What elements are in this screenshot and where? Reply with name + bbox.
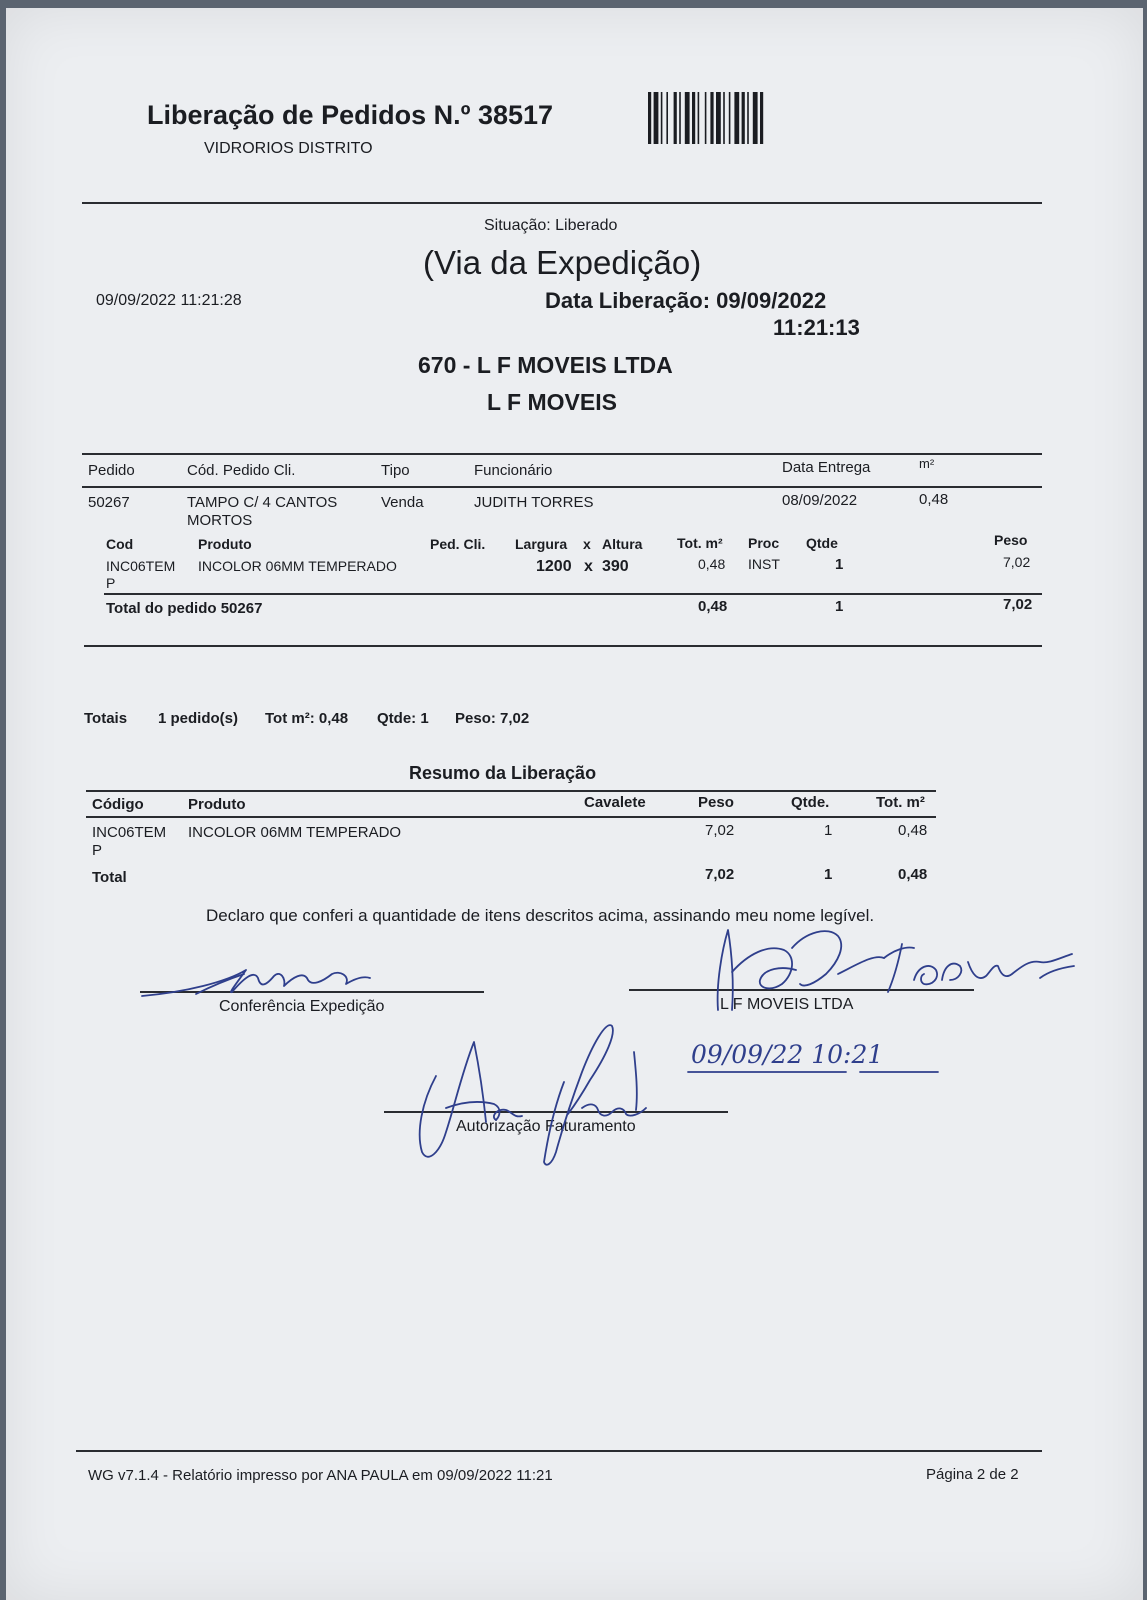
item-width: 1200 [536, 558, 572, 575]
totals-m2: Tot m²: 0,48 [265, 710, 349, 727]
item-height: 390 [602, 558, 629, 575]
client-order-code-cont: MORTOS [187, 512, 253, 529]
summary-header-codigo: Código [92, 796, 144, 813]
handwritten-date-underline [686, 1068, 946, 1076]
release-time: 11:21:13 [773, 315, 860, 340]
col-header-pedido: Pedido [88, 462, 135, 479]
barcode [648, 92, 823, 144]
col-header-tipo: Tipo [381, 462, 410, 479]
order-type: Venda [381, 494, 424, 511]
printed-timestamp: 09/09/2022 11:21:28 [96, 292, 242, 309]
item-header-tot-m2: Tot. m² [677, 535, 723, 551]
item-quantity: 1 [835, 556, 844, 573]
summary-row-product: INCOLOR 06MM TEMPERADO [188, 824, 402, 841]
summary-header-peso: Peso [698, 794, 734, 811]
report-title: Liberação de Pedidos N.º 38517 [147, 100, 554, 130]
copy-type: (Via da Expedição) [423, 244, 702, 281]
col-header-m2: m² [919, 456, 935, 471]
col-header-data-entrega: Data Entrega [782, 459, 871, 476]
col-header-funcionario: Funcionário [474, 462, 553, 479]
handwritten-signature-autorizacao [406, 1012, 666, 1182]
order-table-top-rule [82, 453, 1042, 455]
col-header-cod-cli: Cód. Pedido Cli. [187, 462, 296, 479]
summary-row-code-cont: P [92, 842, 103, 859]
item-header-produto: Produto [198, 536, 252, 552]
summary-header-qtde: Qtde. [791, 794, 830, 811]
employee-name: JUDITH TORRES [474, 494, 594, 511]
order-total-label: Total do pedido 50267 [106, 600, 263, 617]
printed-report-page [6, 8, 1143, 1600]
summary-header-produto: Produto [188, 796, 246, 813]
item-header-proc: Proc [748, 535, 780, 551]
totals-qtde: Qtde: 1 [377, 710, 429, 727]
item-code: INC06TEM [106, 558, 176, 574]
client-order-code: TAMPO C/ 4 CANTOS [187, 494, 338, 511]
item-code-cont: P [106, 575, 116, 591]
delivery-date: 08/09/2022 [782, 492, 858, 509]
item-header-cod: Cod [106, 536, 134, 552]
order-number: 50267 [88, 494, 130, 511]
header-divider [82, 202, 1042, 204]
item-weight: 7,02 [1003, 554, 1031, 570]
summary-top-rule [86, 790, 936, 792]
client-code-name: 670 - L F MOVEIS LTDA [418, 352, 673, 378]
summary-header-tot-m2: Tot. m² [876, 794, 925, 811]
summary-total-qtde: 1 [824, 866, 833, 883]
item-header-largura: Largura [515, 536, 568, 552]
status-text: Situação: Liberado [484, 217, 618, 234]
client-trade-name: L F MOVEIS [487, 389, 617, 415]
totals-label: Totais [84, 710, 128, 727]
summary-total-weight: 7,02 [705, 866, 735, 883]
order-table-header-rule [82, 486, 1042, 488]
summary-row-code: INC06TEM [92, 824, 167, 841]
item-process: INST [748, 556, 780, 572]
item-header-peso: Peso [994, 532, 1028, 548]
item-product: INCOLOR 06MM TEMPERADO [198, 558, 397, 574]
handwritten-signature-client [688, 914, 1088, 1024]
summary-total-m2: 0,48 [898, 866, 928, 883]
totals-weight: Peso: 7,02 [455, 710, 530, 727]
declaration-text: Declaro que conferi a quantidade de itens descritos acima, assinando meu nome legível. [206, 906, 875, 925]
summary-title: Resumo da Liberação [409, 763, 597, 783]
order-m2: 0,48 [919, 491, 949, 508]
order-total-weight: 7,02 [1003, 596, 1033, 613]
order-table-bottom-rule [84, 645, 1042, 647]
item-header-qtde: Qtde [806, 535, 838, 551]
footer-rule [76, 1450, 1042, 1452]
order-total-rule [104, 593, 1042, 595]
item-total-m2: 0,48 [698, 556, 726, 572]
page-number: Página 2 de 2 [926, 1466, 1019, 1483]
summary-total-label: Total [92, 869, 127, 886]
item-times: x [584, 558, 593, 575]
order-total-qtde: 1 [835, 598, 844, 615]
conferencia-label: Conferência Expedição [219, 998, 385, 1015]
item-header-x: x [583, 536, 591, 552]
item-header-altura: Altura [602, 536, 643, 552]
handwritten-date: 09/09/22 10:21 [691, 1040, 884, 1069]
summary-header-cavalete: Cavalete [584, 794, 646, 811]
order-total-m2: 0,48 [698, 598, 728, 615]
handwritten-signature-conferencia [136, 948, 376, 1008]
company-name: VIDRORIOS DISTRITO [204, 140, 373, 157]
summary-header-rule [86, 816, 936, 818]
autorizacao-label: Autorização Faturamento [456, 1118, 636, 1135]
summary-row-m2: 0,48 [898, 822, 928, 839]
item-header-ped-cli: Ped. Cli. [430, 536, 486, 552]
summary-row-qtde: 1 [824, 822, 833, 839]
totals-orders: 1 pedido(s) [158, 710, 239, 727]
client-signature-label: L F MOVEIS LTDA [720, 996, 854, 1013]
summary-row-weight: 7,02 [705, 822, 735, 839]
footer-print-info: WG v7.1.4 - Relatório impresso por ANA PAULA em 09/09/2022 11:21 [88, 1467, 553, 1484]
release-date: Data Liberação: 09/09/2022 [545, 288, 827, 313]
